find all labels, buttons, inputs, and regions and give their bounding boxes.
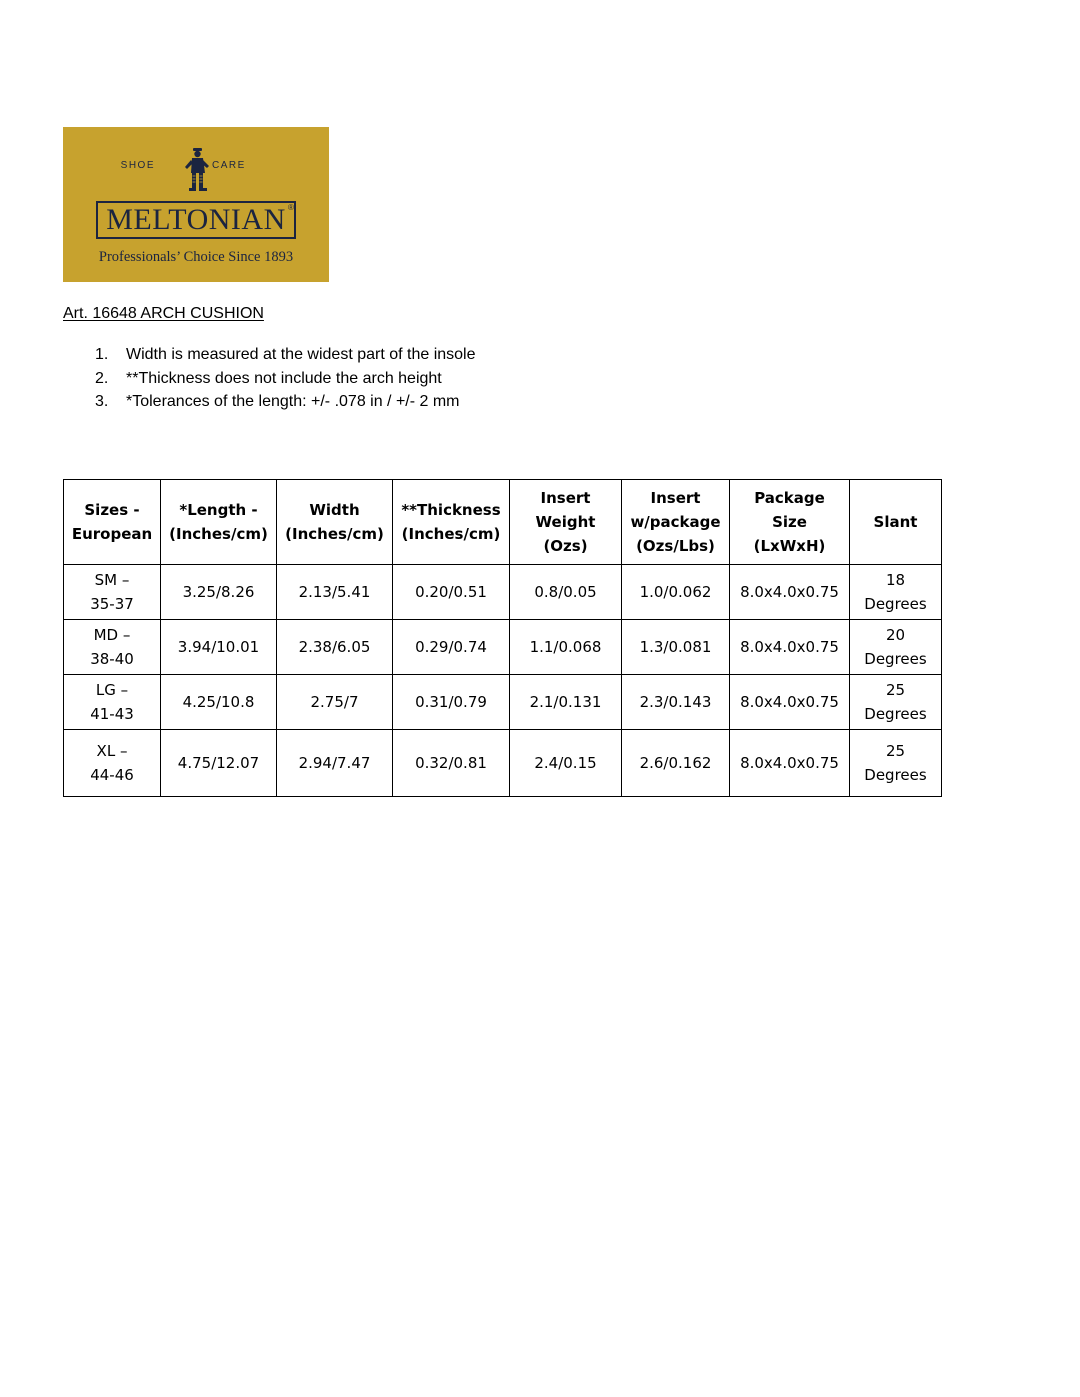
- cell-weight: 2.1/0.131: [510, 675, 622, 730]
- cell-package-weight: 1.0/0.062: [622, 565, 730, 620]
- cell-slant: 25 Degrees: [850, 675, 942, 730]
- table-row: [64, 620, 942, 675]
- table-row: [64, 565, 942, 620]
- table-row: [64, 730, 942, 797]
- note-number: 1.: [95, 346, 109, 363]
- cell-slant: 20 Degrees: [850, 620, 942, 675]
- logo-tagline: Professionals’ Choice Since 1893: [98, 249, 294, 265]
- cell-package-size: 8.0x4.0x0.75: [730, 730, 850, 797]
- cell-package-size: 8.0x4.0x0.75: [730, 565, 850, 620]
- cell-length: 3.25/8.26: [161, 565, 277, 620]
- table-row: [64, 675, 942, 730]
- cell-size: LG – 41-43: [64, 675, 161, 730]
- cell-package-weight: 2.3/0.143: [622, 675, 730, 730]
- shoeshine-man-icon: [182, 147, 212, 193]
- cell-thickness: 0.31/0.79: [393, 675, 510, 730]
- cell-weight: 2.4/0.15: [510, 730, 622, 797]
- cell-slant: 25 Degrees: [850, 730, 942, 797]
- cell-size: MD – 38-40: [64, 620, 161, 675]
- cell-length: 4.25/10.8: [161, 675, 277, 730]
- header-width: Width (Inches/cm): [277, 480, 393, 565]
- note-text: **Thickness does not include the arch height: [126, 369, 442, 387]
- note-number: 2.: [95, 369, 109, 387]
- cell-width: 2.75/7: [277, 675, 393, 730]
- header-thickness: **Thickness (Inches/cm): [393, 480, 510, 565]
- cell-width: 2.13/5.41: [277, 565, 393, 620]
- cell-package-weight: 1.3/0.081: [622, 620, 730, 675]
- cell-thickness: 0.20/0.51: [393, 565, 510, 620]
- meltonian-logo: [63, 127, 329, 282]
- cell-size: XL – 44-46: [64, 730, 161, 797]
- cell-package-size: 8.0x4.0x0.75: [730, 620, 850, 675]
- cell-width: 2.94/7.47: [277, 730, 393, 797]
- note-number: 3.: [95, 393, 109, 410]
- cell-size: SM – 35-37: [64, 565, 161, 620]
- spec-table: [63, 479, 942, 797]
- logo-care-text: CARE: [212, 160, 246, 171]
- header-length: *Length - (Inches/cm): [161, 480, 277, 565]
- cell-width: 2.38/6.05: [277, 620, 393, 675]
- document-title: Art. 16648 ARCH CUSHION: [63, 305, 264, 322]
- cell-slant: 18 Degrees: [850, 565, 942, 620]
- header-package-size: Package Size (LxWxH): [730, 480, 850, 565]
- logo-registered-mark: ®: [288, 203, 294, 212]
- note-text: *Tolerances of the length: +/- .078 in / +/- 2 mm: [126, 393, 460, 410]
- cell-weight: 1.1/0.068: [510, 620, 622, 675]
- cell-package-weight: 2.6/0.162: [622, 730, 730, 797]
- cell-thickness: 0.32/0.81: [393, 730, 510, 797]
- cell-weight: 0.8/0.05: [510, 565, 622, 620]
- header-insert-weight: Insert Weight (Ozs): [510, 480, 622, 565]
- cell-length: 4.75/12.07: [161, 730, 277, 797]
- table-header-row: [64, 480, 942, 565]
- logo-shoe-text: SHOE: [120, 160, 155, 171]
- logo-brand-name: MELTONIAN: [96, 201, 296, 239]
- cell-length: 3.94/10.01: [161, 620, 277, 675]
- header-insert-package: Insert w/package (Ozs/Lbs): [622, 480, 730, 565]
- cell-thickness: 0.29/0.74: [393, 620, 510, 675]
- cell-package-size: 8.0x4.0x0.75: [730, 675, 850, 730]
- header-slant: Slant: [850, 480, 942, 565]
- note-text: Width is measured at the widest part of the insole: [126, 346, 476, 363]
- header-sizes: Sizes - European: [64, 480, 161, 565]
